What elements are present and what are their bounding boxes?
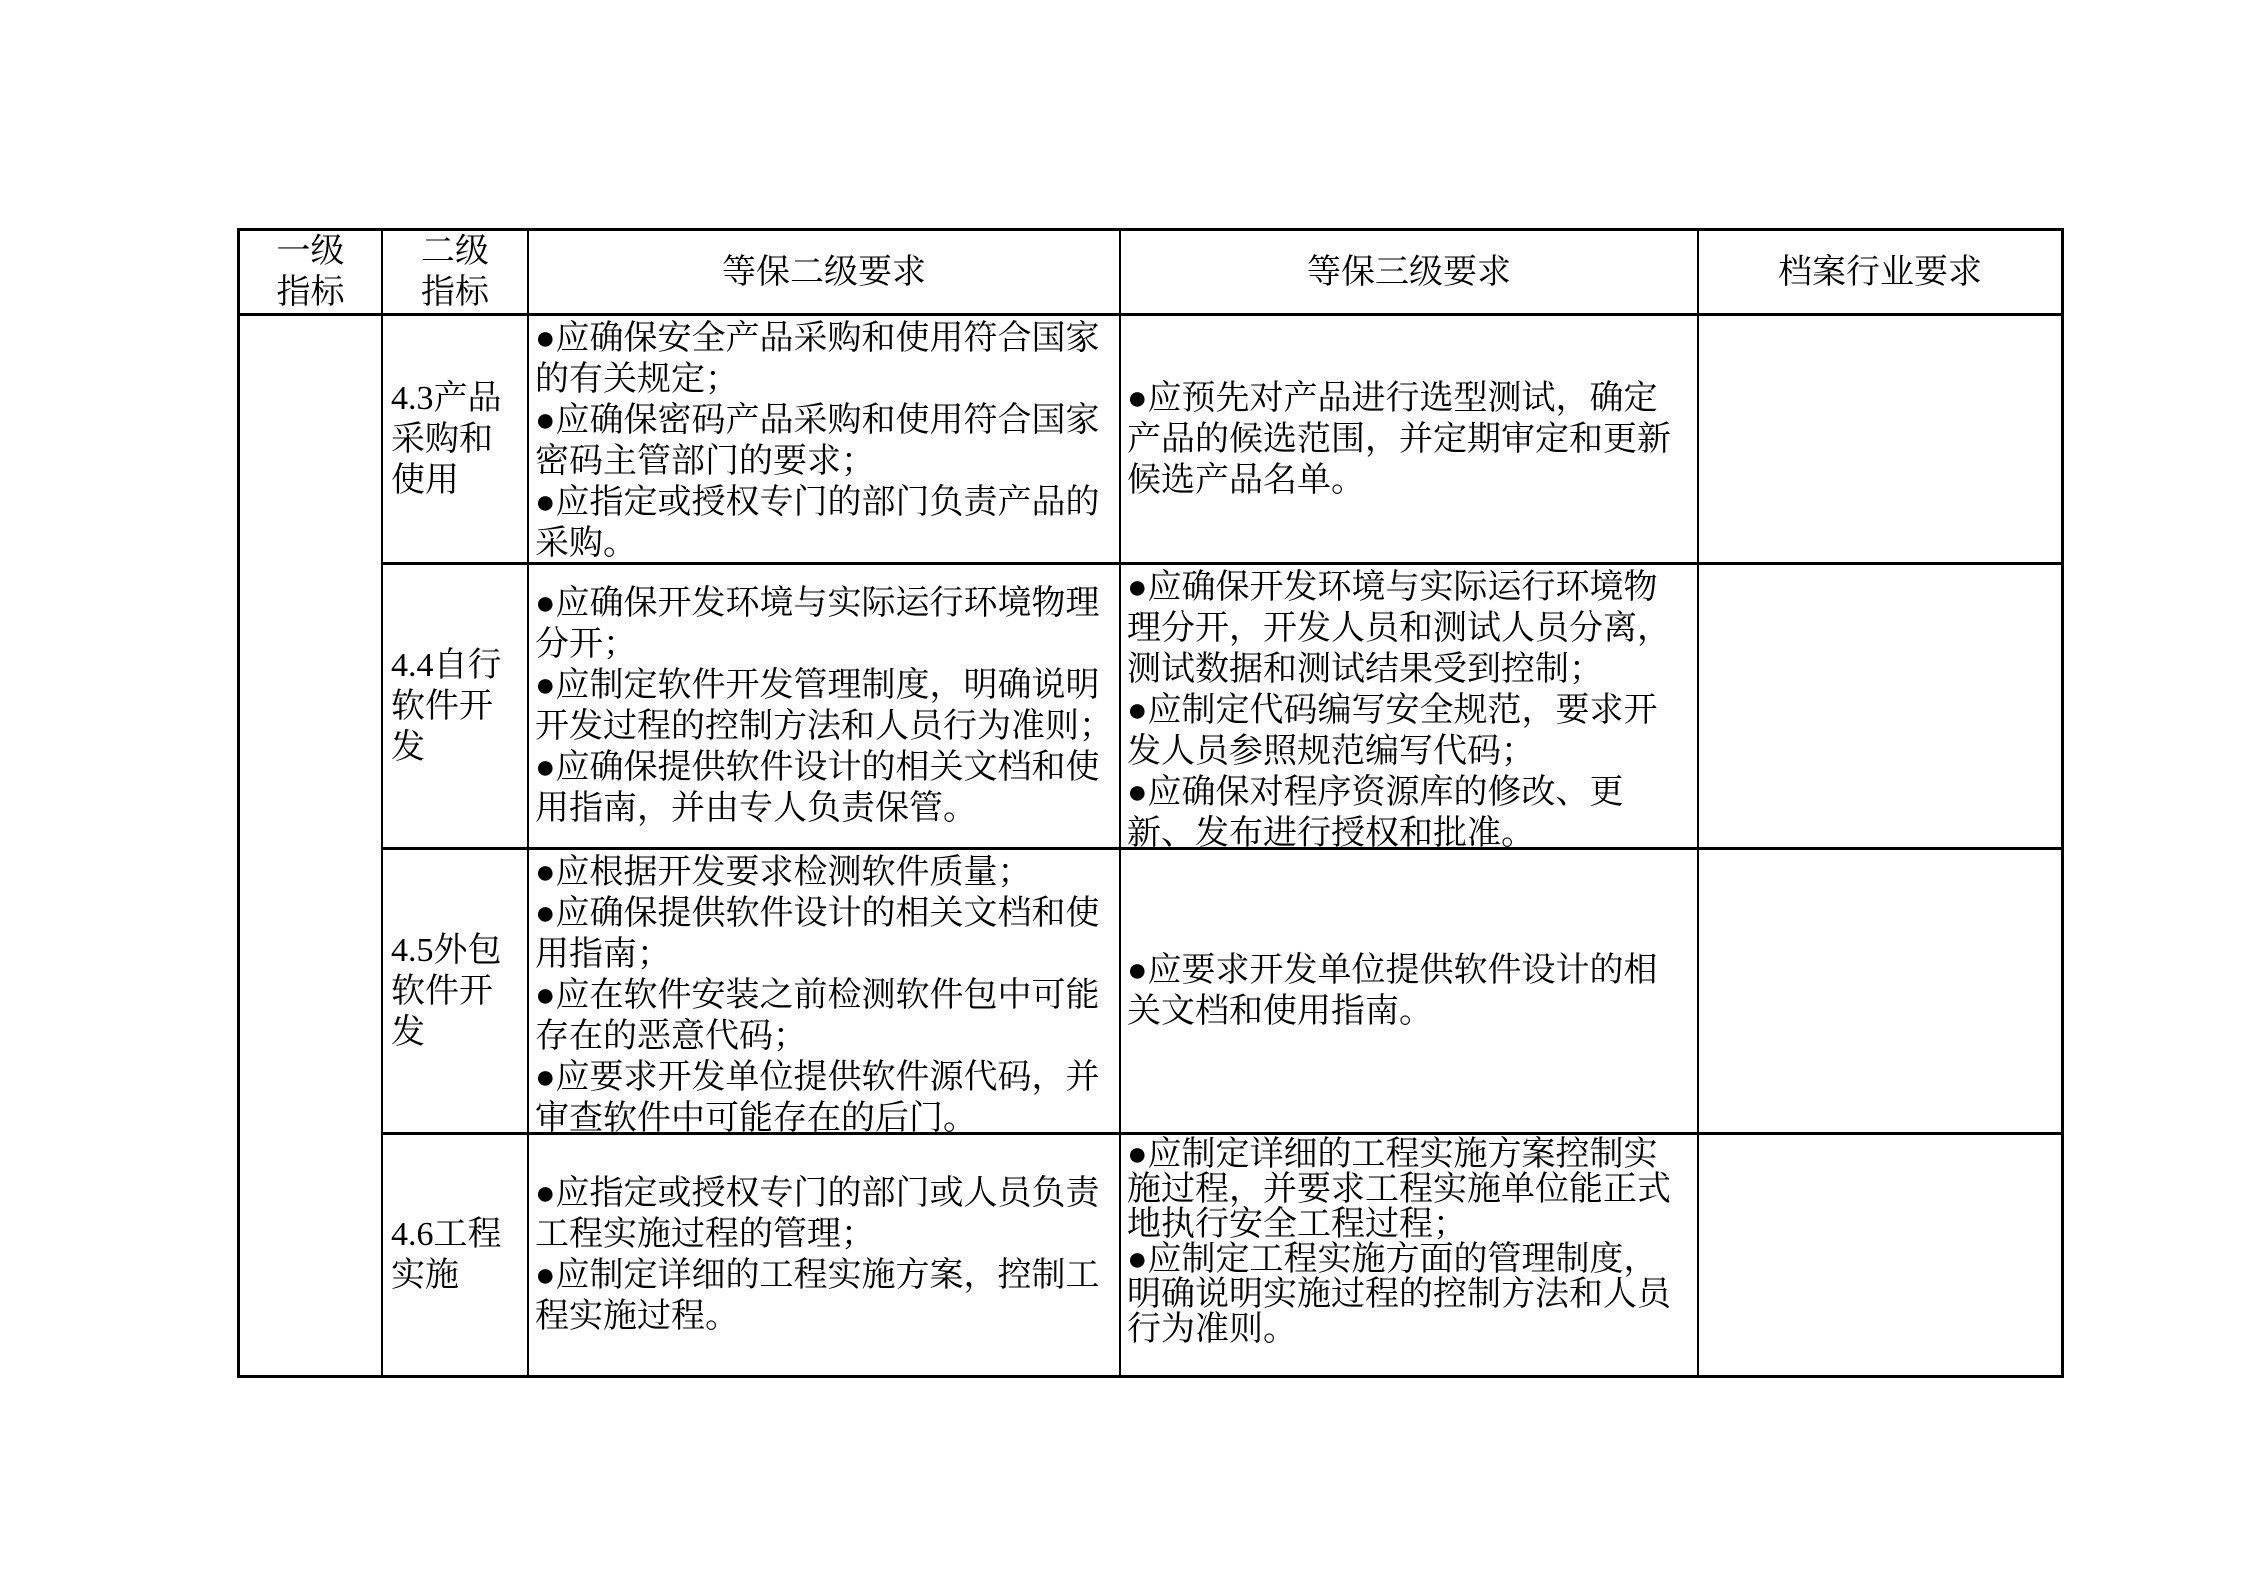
bullet-item: ●应指定或授权专门的部门或人员负责工程实施过程的管理；: [535, 1175, 1100, 1253]
level2-cell-4-6: [383, 1135, 529, 1375]
header-archive-label: 档案行业要求: [1778, 253, 1982, 291]
level1-indicator-cell: [240, 316, 383, 1375]
level2-cell-4-3: [383, 316, 529, 565]
header-level1-indicator: [240, 231, 383, 316]
level2-cell-4-5: [383, 850, 529, 1135]
bullet-item: ●应根据开发要求检测软件质量；: [535, 854, 1032, 891]
tier2-cell-4-3: [529, 316, 1121, 565]
bullet-item: ●应制定详细的工程实施方案，控制工程实施过程。: [535, 1257, 1100, 1335]
header-tier2-label: 等保二级要求: [722, 253, 926, 291]
header-tier3-label: 等保三级要求: [1307, 253, 1511, 291]
bullet-item: ●应确保开发环境与实际运行环境物理分开，开发人员和测试人员分离，测试数据和测试结果受到控制；: [1127, 569, 1671, 688]
level2-cell-4-4: [383, 565, 529, 850]
tier3-cell-4-5: [1121, 850, 1699, 1135]
tier3-cell-4-3: [1121, 316, 1699, 565]
header-level1-label: 一级指标: [276, 233, 345, 311]
bullet-item: ●应制定软件开发管理制度，明确说明开发过程的控制方法和人员行为准则；: [535, 667, 1113, 745]
bullet-item: ●应制定工程实施方面的管理制度，明确说明实施过程的控制方法和人员行为准则。: [1127, 1241, 1671, 1348]
header-level2-indicator: [383, 231, 529, 316]
tier2-cell-4-4: [529, 565, 1121, 850]
bullet-item: ●应指定或授权专门的部门负责产品的采购。: [535, 484, 1100, 562]
archive-cell-4-3: [1699, 316, 2061, 565]
bullet-item: ●应确保提供软件设计的相关文档和使用指南，并由专人负责保管。: [535, 749, 1100, 827]
archive-cell-4-6: [1699, 1135, 2061, 1375]
bullet-item: ●应要求开发单位提供软件设计的相关文档和使用指南。: [1127, 952, 1658, 1030]
tier3-cell-4-4: [1121, 565, 1699, 850]
bullet-item: ●应确保安全产品采购和使用符合国家的有关规定；: [535, 320, 1100, 398]
archive-cell-4-5: [1699, 850, 2061, 1135]
bullet-item: ●应预先对产品进行选型测试，确定产品的候选范围，并定期审定和更新候选产品名单。: [1127, 379, 1671, 499]
bullet-item: ●应确保密码产品采购和使用符合国家密码主管部门的要求；: [535, 402, 1100, 480]
archive-cell-4-4: [1699, 565, 2061, 850]
requirements-table: [237, 228, 2064, 1378]
bullet-item: ●应制定代码编写安全规范，要求开发人员参照规范编写代码；: [1127, 692, 1658, 770]
header-level2-label: 二级指标: [421, 233, 489, 311]
tier2-cell-4-5: [529, 850, 1121, 1135]
bullet-item: ●应制定详细的工程实施方案控制实施过程，并要求工程实施单位能正式地执行安全工程过程；: [1127, 1136, 1671, 1243]
bullet-item: ●应确保提供软件设计的相关文档和使用指南；: [535, 895, 1100, 973]
tier2-cell-4-6: [529, 1135, 1121, 1375]
header-tier3-requirements: [1121, 231, 1699, 316]
bullet-item: ●应确保开发环境与实际运行环境物理分开；: [535, 585, 1100, 663]
bullet-item: ●应确保对程序资源库的修改、更新、发布进行授权和批准。: [1127, 774, 1624, 852]
level2-label-4-5: 4.5外包软件开发: [391, 931, 502, 1051]
tier3-cell-4-6: [1121, 1135, 1699, 1375]
bullet-item: ●应在软件安装之前检测软件包中可能存在的恶意代码；: [535, 977, 1100, 1055]
level2-label-4-6: 4.6工程实施: [391, 1216, 502, 1294]
level2-label-4-4: 4.4自行软件开发: [391, 646, 502, 766]
header-archive-requirements: [1699, 231, 2061, 316]
header-tier2-requirements: [529, 231, 1121, 316]
bullet-item: ●应要求开发单位提供软件源代码，并审查软件中可能存在的后门。: [535, 1059, 1100, 1137]
level2-label-4-3: 4.3产品采购和使用: [391, 379, 502, 499]
